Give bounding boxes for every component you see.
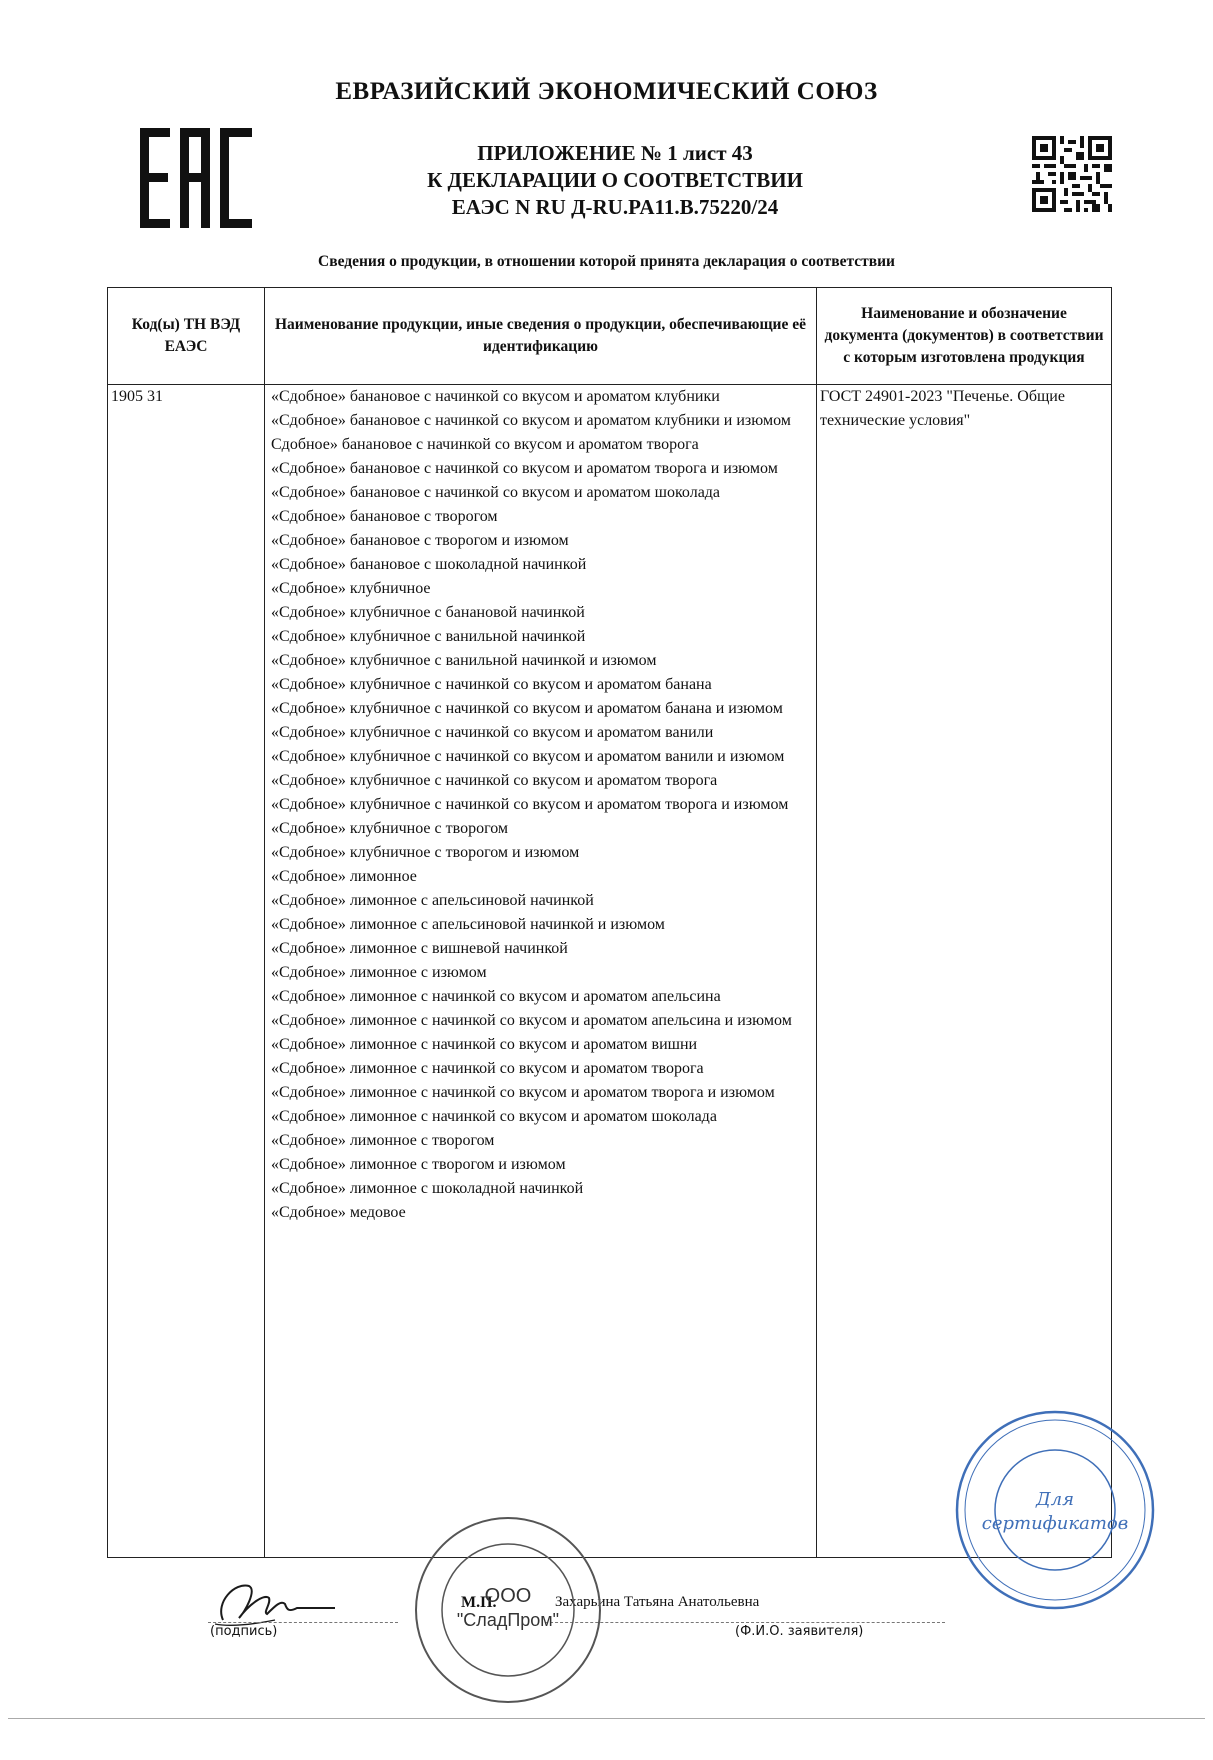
table-header-row — [108, 288, 1112, 385]
stamp-text-line-2: сертификатов — [981, 1513, 1129, 1534]
list-item: «Сдобное» лимонное с шоколадной начинкой — [271, 1180, 584, 1197]
annex-heading — [300, 140, 930, 221]
stamp-company-form: ООО — [484, 1585, 532, 1607]
list-item: «Сдобное» лимонное с вишневой начинкой — [271, 940, 568, 957]
list-item: «Сдобное» банановое с творогом и изюмом — [271, 532, 569, 549]
column-header-product-name: Наименование продукции, иные сведения о продукции, обеспечивающие её идентификацию — [265, 288, 817, 385]
list-item: «Сдобное» лимонное с апельсиновой начинкой — [271, 892, 594, 909]
tn-ved-code: 1905 31 — [108, 385, 265, 1558]
list-item: «Сдобное» банановое с начинкой со вкусом и ароматом шоколада — [271, 484, 721, 501]
list-item: «Сдобное» лимонное с начинкой со вкусом и ароматом вишни — [271, 1036, 698, 1053]
eac-logo-icon — [140, 128, 252, 228]
list-item: «Сдобное» клубничное с творогом — [271, 820, 509, 837]
name-caption: (Ф.И.О. заявителя) — [735, 1624, 864, 1639]
table-row — [108, 385, 1112, 1558]
list-item: «Сдобное» лимонное с начинкой со вкусом и ароматом апельсина — [271, 988, 721, 1005]
list-item: «Сдобное» клубничное с начинкой со вкусом и ароматом ванили — [271, 724, 714, 741]
list-item: «Сдобное» банановое с начинкой со вкусом и ароматом клубники и изюмом — [271, 412, 791, 429]
name-line — [545, 1622, 945, 1623]
product-list — [265, 385, 817, 1558]
list-item: «Сдобное» лимонное с начинкой со вкусом и ароматом творога и изюмом — [271, 1084, 775, 1101]
list-item: «Сдобное» лимонное с изюмом — [271, 964, 487, 981]
signature-icon — [205, 1572, 345, 1632]
stamp-text-line-1: Для — [1035, 1489, 1075, 1510]
list-item: «Сдобное» клубничное — [271, 580, 431, 597]
list-item: «Сдобное» клубничное с ванильной начинкой — [271, 628, 586, 645]
annex-line-3: ЕАЭС N RU Д-RU.PA11.B.75220/24 — [451, 195, 779, 219]
product-info-caption: Сведения о продукции, в отношении которой принята декларация о соответствии — [318, 253, 895, 270]
list-item: «Сдобное» клубничное с банановой начинкой — [271, 604, 585, 621]
standard-reference: ГОСТ 24901-2023 "Печенье. Общие технические условия" — [817, 385, 1112, 1558]
signature-caption: (подпись) — [210, 1624, 278, 1639]
column-header-standard: Наименование и обозначение документа (документов) в соответствии с которым изготовлена продукция — [817, 288, 1112, 385]
signature-line — [208, 1622, 398, 1623]
list-item: «Сдобное» клубничное с начинкой со вкусом и ароматом творога — [271, 772, 718, 789]
list-item: «Сдобное» лимонное с апельсиновой начинкой и изюмом — [271, 916, 665, 933]
annex-line-2: К ДЕКЛАРАЦИИ О СООТВЕТСТВИИ — [427, 168, 803, 192]
stamp-company-name: "СладПром" — [456, 1610, 560, 1630]
list-item: «Сдобное» банановое с начинкой со вкусом и ароматом творога и изюмом — [271, 460, 778, 477]
list-item: «Сдобное» лимонное с начинкой со вкусом и ароматом шоколада — [271, 1108, 717, 1125]
list-item: «Сдобное» клубничное с начинкой со вкусом и ароматом ванили и изюмом — [271, 748, 785, 765]
list-item: «Сдобное» банановое с творогом — [271, 508, 498, 525]
list-item: «Сдобное» лимонное с начинкой со вкусом и ароматом апельсина и изюмом — [271, 1012, 792, 1029]
qr-code-icon — [1032, 136, 1112, 212]
seal-placeholder-label: М.П. — [461, 1594, 497, 1611]
list-item: «Сдобное» лимонное с творогом — [271, 1132, 495, 1149]
list-item: «Сдобное» лимонное — [271, 868, 417, 885]
list-item: «Сдобное» лимонное с творогом и изюмом — [271, 1156, 566, 1173]
list-item: «Сдобное» клубничное с начинкой со вкусом и ароматом творога и изюмом — [271, 796, 789, 813]
column-header-code: Код(ы) ТН ВЭД ЕАЭС — [108, 288, 265, 385]
list-item: «Сдобное» банановое с начинкой со вкусом и ароматом клубники — [271, 388, 720, 405]
list-item: «Сдобное» лимонное с начинкой со вкусом и ароматом творога — [271, 1060, 704, 1077]
union-title: ЕВРАЗИЙСКИЙ ЭКОНОМИЧЕСКИЙ СОЮЗ — [335, 78, 878, 105]
list-item: «Сдобное» медовое — [271, 1204, 406, 1221]
product-table — [107, 287, 1112, 1558]
annex-line-1: ПРИЛОЖЕНИЕ № 1 лист 43 — [477, 141, 753, 165]
list-item: Сдобное» банановое с начинкой со вкусом и ароматом творога — [271, 436, 699, 453]
list-item: «Сдобное» клубничное с начинкой со вкусом и ароматом банана — [271, 676, 712, 693]
bottom-divider — [8, 1718, 1205, 1719]
list-item: «Сдобное» банановое с шоколадной начинкой — [271, 556, 587, 573]
list-item: «Сдобное» клубничное с творогом и изюмом — [271, 844, 580, 861]
list-item: «Сдобное» клубничное с ванильной начинкой и изюмом — [271, 652, 657, 669]
list-item: «Сдобное» клубничное с начинкой со вкусом и ароматом банана и изюмом — [271, 700, 783, 717]
signatory-name: Захарьина Татьяна Анатольевна — [555, 1594, 760, 1610]
